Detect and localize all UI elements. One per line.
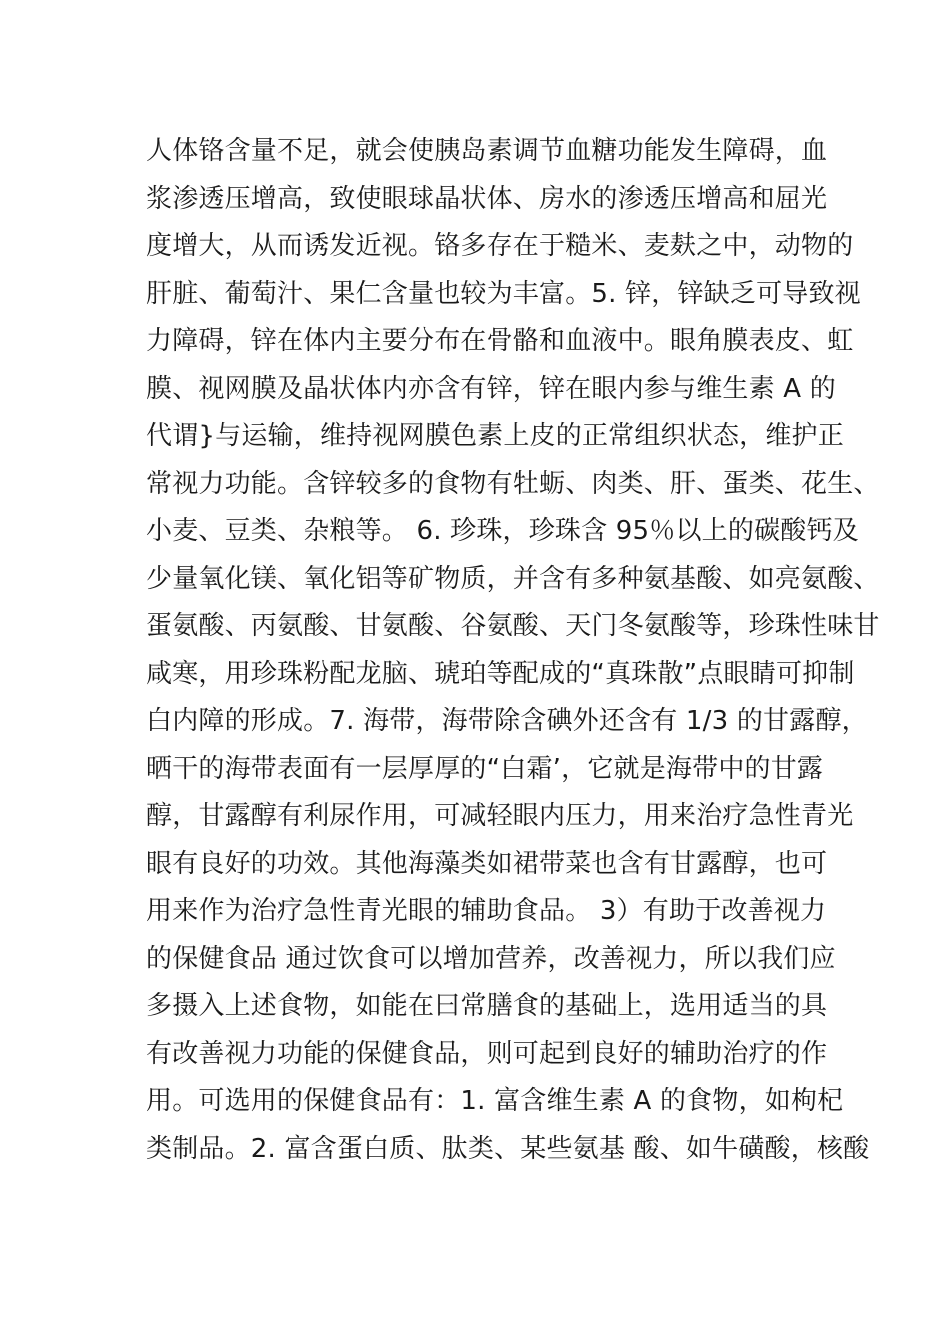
text-line: 的保健食品 通过饮食可以增加营养，改善视力，所以我们应	[146, 943, 836, 974]
text-line: 有改善视力功能的保健食品，则可起到良好的辅助治疗的作	[146, 1038, 828, 1069]
text-line: 膜、视网膜及晶状体内亦含有锌，锌在眼内参与维生素 A 的	[146, 373, 836, 404]
text-line: 类制品。2. 富含蛋白质、肽类、某些氨基 酸、如牛磺酸，核酸	[146, 1133, 870, 1164]
text-line: 肝脏、葡萄汁、果仁含量也较为丰富。5. 锌，锌缺乏可导致视	[146, 278, 861, 309]
text-line: 常视力功能。含锌较多的食物有牡蛎、肉类、肝、蛋类、花生、	[146, 468, 880, 499]
text-line: 人体铬含量不足，就会使胰岛素调节血糖功能发生障碍，血	[146, 136, 828, 166]
text-line: 咸寒，用珍珠粉配龙脑、琥珀等配成的“真珠散”点眼睛可抑制	[146, 658, 855, 689]
text-line: 多摄入上述食物，如能在曰常膳食的基础上，选用适当的具	[146, 991, 828, 1021]
text-line: 少量氧化镁、氧化铝等矿物质，并含有多种氨基酸、如亮氨酸、	[146, 563, 880, 594]
text-line: 用。可选用的保健食品有：1. 富含维生素 A 的食物，如枸杞	[146, 1086, 844, 1116]
text-line: 蛋氨酸、丙氨酸、甘氨酸、谷氨酸、天门冬氨酸等，珍珠性味甘	[146, 611, 880, 641]
body-text	[146, 128, 880, 1173]
text-line: 浆渗透压增高，致使眼球晶状体、房水的渗透压增高和屈光	[146, 183, 828, 214]
text-line: 度增大，从而诱发近视。铬多存在于糙米、麦麸之中，动物的	[146, 231, 854, 261]
text-line: 白内障的形成。7. 海带，海带除含碘外还含有 1/3 的甘露醇，	[146, 706, 868, 736]
text-line: 晒干的海带表面有一层厚厚的“白霜’，它就是海带中的甘露	[146, 753, 824, 784]
text-line: 力障碍，锌在体内主要分布在骨骼和血液中。眼角膜表皮、虹	[146, 326, 854, 356]
text-line: 代谓}与运输，维持视网膜色素上皮的正常组织状态，维护正	[146, 421, 844, 451]
text-line: 醇，甘露醇有利尿作用，可减轻眼内压力，用来治疗急性青光	[146, 801, 854, 831]
text-line: 用来作为治疗急性青光眼的辅助食品。 3）有助于改善视力	[146, 896, 827, 926]
text-line: 眼有良好的功效。其他海藻类如裙带菜也含有甘露醇，也可	[146, 848, 828, 879]
text-line: 小麦、豆类、杂粮等。 6. 珍珠，珍珠含 95％以上的碳酸钙及	[146, 516, 859, 546]
